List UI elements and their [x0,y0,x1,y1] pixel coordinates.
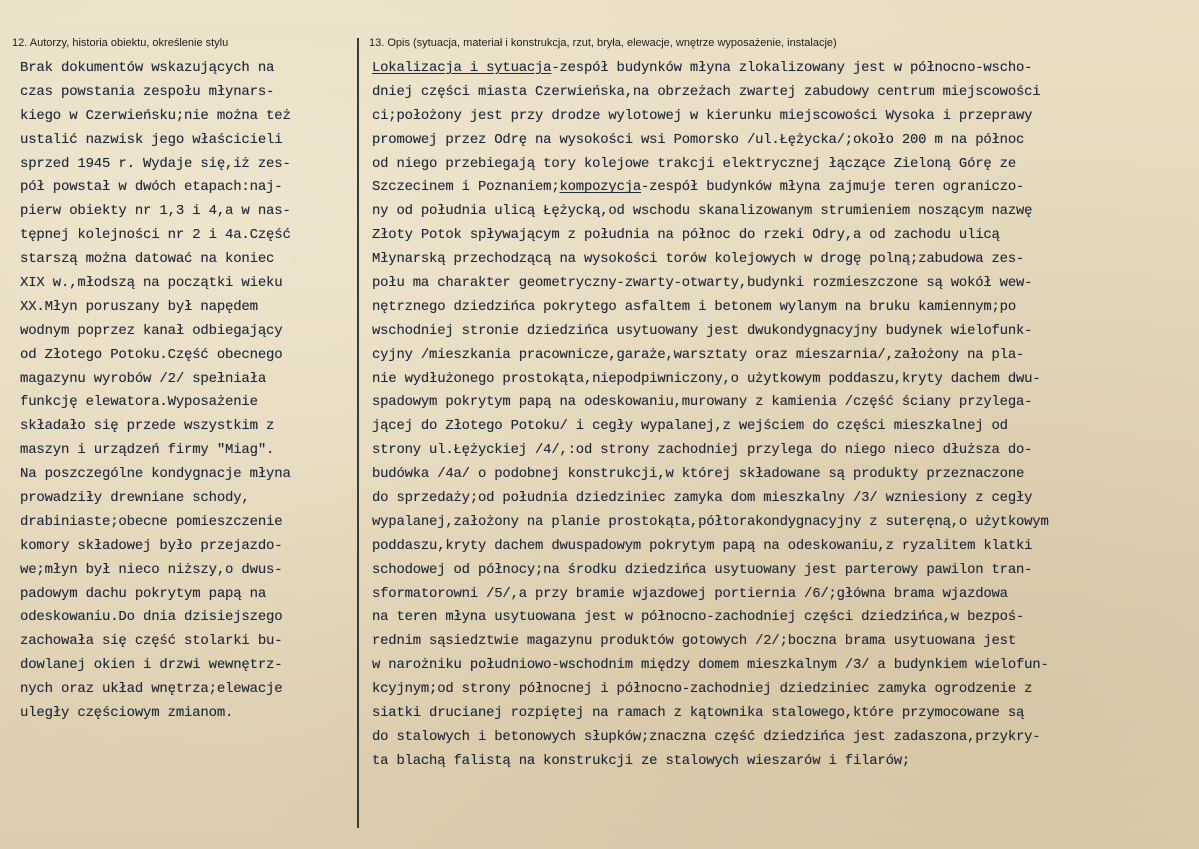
line-text: dniej części miasta Czerwieńska,na obrzeżach zwartej zabudowy centrum miejscowości [372,83,1041,100]
line-text: spadowym pokrytym papą na odeskowaniu,murowany z kamienia /część ściany przylega- [372,394,1033,411]
description-line [372,344,1194,368]
line-text: połu ma charakter geometryczny-zwarty-otwarty,budynki rozmieszczone są wokół wew- [372,275,1033,292]
line-text: nie wydłużonego prostokąta,niepodpiwniczony,o użytkowym poddaszu,kryty dachem dwu- [372,370,1041,387]
column-divider [357,38,359,828]
line-text: ci;położony jest przy drodze wylotowej w kierunku miejscowości Wysoka i przeprawy [372,107,1033,124]
history-line: zachowała się część stolarki bu- [20,633,283,650]
line-text: -zespół budynków młyna zajmuje teren ograniczo- [641,179,1025,196]
description-line [372,176,1194,200]
history-line: wodnym poprzez kanał odbiegający [20,322,283,339]
line-text: sformatorowni /5/,a przy bramie wjazdowej portiernia /6/;główna brama wjazdowa [372,585,1008,602]
description-line [372,129,1194,153]
history-line: we;młyn był nieco niższy,o dwus- [20,561,283,578]
description-line [372,583,1194,607]
history-line: maszyn i urządzeń firmy "Miag". [20,442,275,459]
line-text: jącej do Złotego Potoku/ i cegły wypalanej,z wejściem do części mieszkalnej od [372,418,1008,435]
description-line [372,511,1194,535]
line-text: rednim sąsiedztwie magazynu produktów gotowych /2/;boczna brama usytuowana jest [372,633,1017,650]
history-line: XIX w.,młodszą na początki wieku [20,275,283,292]
description-line [372,750,1194,774]
section-12-heading: 12. Autorzy, historia obiektu, określenie stylu [12,37,229,49]
description-line [372,654,1194,678]
history-line: starszą można datować na koniec [20,251,275,268]
history-line: ustalić nazwisk jego właścicieli [20,131,283,148]
description-text [372,57,1199,774]
description-line [372,702,1194,726]
history-line: prowadziły drewniane schody, [20,490,250,507]
line-text: wypalanej,założony na planie prostokąta,półtorakondygnacyjny z suteręną,o użytkowym [372,513,1049,530]
description-line [372,415,1194,439]
description-line [372,200,1194,224]
description-line [372,439,1194,463]
history-line: czas powstania zespołu młynars- [20,83,275,100]
line-text: schodowej od północy;na środku dziedzińca usytuowany jest parterowy pawilon tran- [372,561,1033,578]
description-line [372,726,1194,750]
history-line: XX.Młyn poruszany był napędem [20,298,258,315]
underlined-term: Lokalizacja i sytuacja [372,60,552,76]
line-text: do stalowych i betonowych słupków;znaczna część dziedzińca jest zadaszona,przykry- [372,728,1041,745]
history-line: kiego w Czerwieńsku;nie można też [20,107,291,124]
line-text: na teren młyna usytuowana jest w północno-zachodniej części dziedzińca,w bezpoś- [372,609,1025,626]
history-line: od Złotego Potoku.Część obecnego [20,346,283,363]
description-line [372,320,1194,344]
description-line [372,463,1194,487]
history-line: komory składowej było przejazdo- [20,537,283,554]
history-line: dowlanej okien i drzwi wewnętrz- [20,657,283,674]
history-line: funkcję elewatora.Wyposażenie [20,394,258,411]
description-line [372,606,1194,630]
history-line: pół powstał w dwóch etapach:naj- [20,179,283,196]
line-text: ta blachą falistą na konstrukcji ze stalowych wieszarów i filarów; [372,752,911,769]
section-13-heading: 13. Opis (sytuacja, materiał i konstrukcja, rzut, bryła, elewacje, wnętrze wyposażenie, instalacje) [369,37,837,49]
line-text: Szczecinem i Poznaniem; [372,179,560,196]
description-line [372,153,1194,177]
history-line: magazynu wyrobów /2/ spełniała [20,370,267,387]
history-line: sprzed 1945 r. Wydaje się,iż zes- [20,155,291,172]
description-line [372,224,1194,248]
description-line [372,296,1194,320]
line-text: promowej przez Odrę na wysokości wsi Pomorsko /ul.Łężycka/;około 200 m na północ [372,131,1025,148]
history-line: drabiniaste;obecne pomieszczenie [20,513,283,530]
description-line [372,678,1194,702]
history-line: tępnej kolejności nr 2 i 4a.Część [20,227,291,244]
line-text: strony ul.Łężyckiej /4/,:od strony zachodniej przylega do niego nieco dłuższa do- [372,442,1033,459]
line-text: kcyjnym;od strony północnej i północno-zachodniej dziedziniec zamyka ogrodzenie z [372,681,1033,698]
line-text: od niego przebiegają tory kolejowe trakcji elektrycznej łączące Zieloną Górę ze [372,155,1017,172]
line-text: nętrznego dziedzińca pokrytego asfaltem i betonem wylanym na bruku kamiennym;po [372,298,1017,315]
description-line [372,248,1194,272]
history-line: Brak dokumentów wskazujących na [20,60,275,76]
line-text: cyjny /mieszkania pracownicze,garaże,warsztaty oraz mieszarnia/,założony na pla- [372,346,1025,363]
history-line: Na poszczególne kondygnacje młyna [20,466,291,483]
history-line: pierw obiekty nr 1,3 i 4,a w nas- [20,203,291,220]
description-line [372,630,1194,654]
line-text: ny od południa ulicą Łężycką,od wschodu skanalizowanym strumieniem noszącym nazwę [372,203,1033,220]
description-line [372,487,1194,511]
underlined-term: kompozycja [559,179,642,196]
history-line: odeskowaniu.Do dnia dzisiejszego [20,609,283,626]
description-line [372,559,1194,583]
description-line [372,535,1194,559]
line-text: poddaszu,kryty dachem dwuspadowym pokrytym papą na odeskowaniu,z ryzalitem klatki [372,537,1033,554]
line-text: w narożniku południowo-wschodnim między domem mieszkalnym /3/ a budynkiem wielofun- [372,657,1049,674]
history-line: składało się przede wszystkim z [20,418,275,435]
line-text: Młynarską przechodzącą na wysokości torów kolejowych w drogę polną;zabudowa zes- [372,251,1025,268]
line-text: wschodniej stronie dziedzińca usytuowany jest dwukondygnacyjny budynek wielofunk- [372,322,1033,339]
line-text: budówka /4a/ o podobnej konstrukcji,w której składowane są produkty przeznaczone [372,466,1025,483]
description-line [372,57,1194,81]
history-text [20,57,350,726]
description-line [372,81,1194,105]
description-line [372,368,1194,392]
history-line: uległy częściowym zmianom. [20,705,234,722]
description-line [372,272,1194,296]
line-text: siatki drucianej rozpiętej na ramach z kątownika stalowego,które przymocowane są [372,705,1025,722]
line-text: Złoty Potok spływającym z południa na północ do rzeki Odry,a od zachodu ulicą [372,227,1000,244]
description-line [372,105,1194,129]
history-line: padowym dachu pokrytym papą na [20,585,267,602]
history-line: nych oraz układ wnętrza;elewacje [20,681,283,698]
line-text: do sprzedaży;od południa dziedziniec zamyka dom mieszkalny /3/ wzniesiony z cegły [372,490,1033,507]
description-line [372,391,1194,415]
line-text: -zespół budynków młyna zlokalizowany jest w północno-wscho- [551,60,1033,76]
